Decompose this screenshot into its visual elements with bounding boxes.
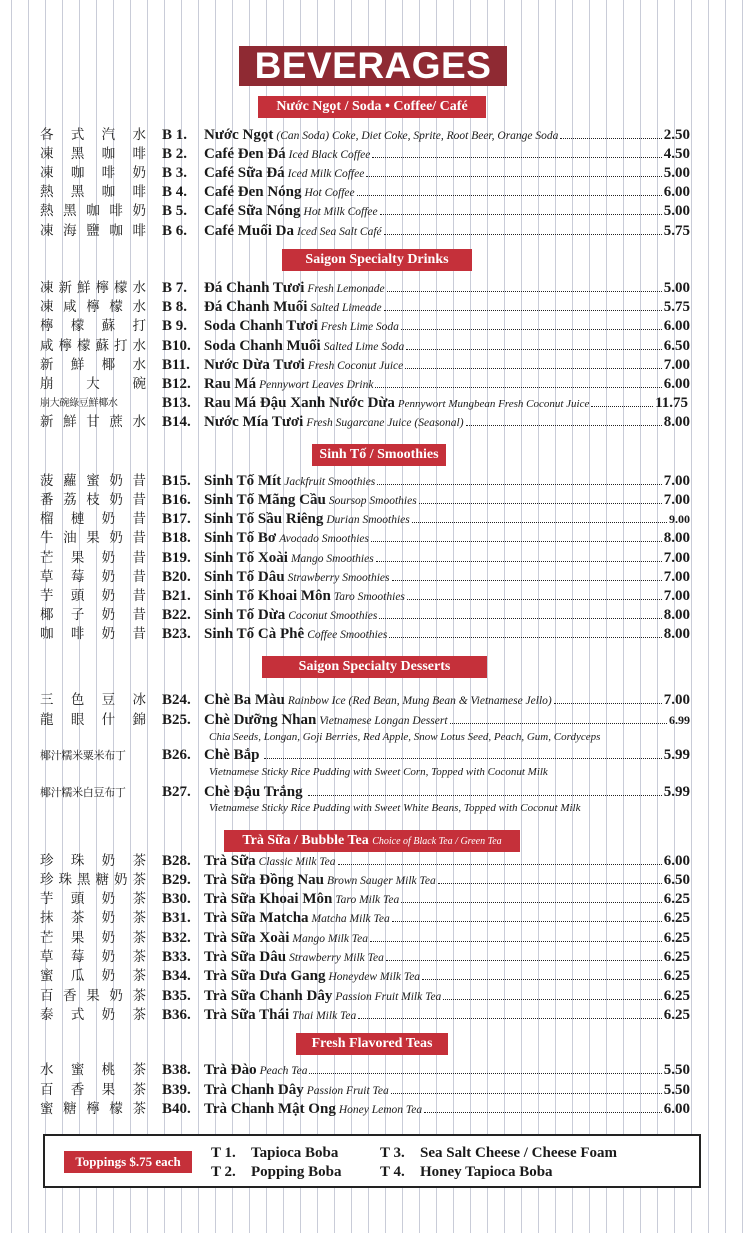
item-name: Soda Chanh Tươi [204,318,318,334]
item-chinese-name: 芒果奶茶 [40,930,146,946]
dot-leader [591,406,653,407]
dot-leader [406,349,662,350]
item-name: Trà Sữa Xoài [204,930,290,946]
item-name: Sinh Tố Cà Phê [204,626,305,642]
item-price: 4.50 [663,146,690,162]
item-code: B33. [162,949,191,965]
item-name: Chè Dưỡng Nhan [204,712,317,728]
item-price: 6.00 [663,318,690,334]
menu-item [0,529,745,548]
item-chinese-name: 草莓奶茶 [40,949,146,965]
item-code: B35. [162,988,191,1004]
dot-leader [389,637,661,638]
menu-item [0,783,745,802]
menu-item [0,317,745,336]
item-chinese-name: 崩大碗綠豆鮮椰水 [40,398,118,409]
item-code: B23. [162,626,191,642]
item-name: Đá Chanh Tươi [204,280,305,296]
item-code: B27. [162,784,191,800]
item-code: B31. [162,910,191,926]
item-english: Durian Smoothies [326,514,410,526]
dot-leader [338,864,662,865]
item-chinese-name: 水蜜桃茶 [40,1062,146,1078]
item-price: 6.50 [663,338,690,354]
menu-title: BEVERAGES [239,46,507,86]
item-code: B 3. [162,165,188,181]
item-english: Hot Coffee [304,187,355,199]
dot-leader [376,561,662,562]
item-english: Matcha Milk Tea [311,913,390,925]
item-name: Trà Chanh Mật Ong [204,1101,336,1117]
item-code: B25. [162,712,191,728]
item-name: Trà Sữa Matcha [204,910,309,926]
item-price: 6.00 [663,1101,690,1117]
item-name: Sinh Tố Xoài [204,550,288,566]
item-chinese-name: 珍珠奶茶 [40,853,146,869]
dot-leader [407,599,662,600]
item-code: B24. [162,692,191,708]
item-price: 7.00 [663,692,690,708]
item-chinese-name: 百香果茶 [40,1082,146,1098]
toppings-label: Toppings $.75 each [64,1151,192,1173]
dot-leader [443,999,661,1000]
item-name: Rau Má [204,376,257,392]
topping-item [380,1164,553,1181]
item-name: Sinh Tố Bơ [204,530,277,546]
menu-item [0,987,745,1006]
dot-leader [366,176,661,177]
item-price: 6.25 [663,968,690,984]
dot-leader [450,723,667,724]
toppings-box [43,1134,701,1188]
item-code: B19. [162,550,191,566]
item-english: Iced Milk Coffee [287,168,365,180]
item-price: 5.75 [663,299,690,315]
item-subdescription: Vietnamese Sticky Rice Pudding with Sweet White Beans, Topped with Coconut Milk [209,802,581,814]
item-code: B40. [162,1101,191,1117]
item-code: B13. [162,395,191,411]
item-code: B 4. [162,184,188,200]
item-chinese-name: 抹茶奶茶 [40,910,146,926]
menu-item [0,222,745,241]
item-price: 7.00 [663,569,690,585]
section-header-bubble-tea [224,830,520,852]
item-english: Vietnamese Longan Dessert [319,715,448,727]
dot-leader [438,883,662,884]
item-subdescription: Chia Seeds, Longan, Goji Berries, Red Apple, Snow Lotus Seed, Peach, Gum, Cordyceps [209,731,601,743]
item-english: Jackfruit Smoothies [284,476,376,488]
item-price: 8.00 [663,530,690,546]
item-name: Café Muối Da [204,223,294,239]
item-english: Brown Sauger Milk Tea [327,875,436,887]
item-english: Coffee Smoothies [307,629,388,641]
item-name: Nước Dừa Tươi [204,357,305,373]
dot-leader [371,541,662,542]
topping-item [211,1164,341,1181]
menu-item [0,746,745,765]
item-chinese-name: 蜜糖檸檬茶 [40,1101,146,1117]
item-name: Sinh Tố Sầu Riêng [204,511,324,527]
item-name: Nước Mía Tươi [204,414,304,430]
dot-leader [375,387,661,388]
item-chinese-name: 凍新鮮檸檬水 [40,280,146,296]
dot-leader [422,979,662,980]
item-chinese-name: 崩大碗 [40,376,146,392]
item-english: Honey Lemon Tea [338,1104,423,1116]
dot-leader [377,484,661,485]
menu-item [0,472,745,491]
dot-leader [380,214,662,215]
item-price: 5.75 [663,223,690,239]
item-english: Iced Black Coffee [288,149,371,161]
dot-leader [405,368,662,369]
item-name: Đá Chanh Muối [204,299,308,315]
topping-code: T 4. [380,1164,405,1180]
item-code: B14. [162,414,191,430]
dot-leader [560,138,661,139]
item-chinese-name: 椰汁糯米白豆布丁 [40,786,126,799]
item-name: Trà Sữa [204,853,256,869]
item-chinese-name: 咸檸檬蘇打水 [40,338,146,354]
dot-leader [419,503,662,504]
section-header-label: Trà Sữa / Bubble Tea [242,833,369,848]
item-price: 5.00 [663,165,690,181]
item-code: B39. [162,1082,191,1098]
dot-leader [308,795,662,796]
item-price: 8.00 [663,626,690,642]
item-name: Sinh Tố Dâu [204,569,285,585]
item-code: B20. [162,569,191,585]
item-chinese-name: 芋頭奶昔 [40,588,146,604]
item-english: Strawberry Milk Tea [289,952,384,964]
menu-item [0,890,745,909]
item-chinese-name: 草莓奶昔 [40,569,146,585]
dot-leader [392,921,662,922]
item-code: B17. [162,511,191,527]
item-chinese-name: 蜜瓜奶茶 [40,968,146,984]
menu-item [0,1061,745,1080]
item-english: Hot Milk Coffee [303,206,378,218]
item-chinese-name: 泰式奶茶 [40,1007,146,1023]
item-code: B 5. [162,203,188,219]
item-english: Pennywort Leaves Drink [259,379,374,391]
item-name: Trà Sữa Dưa Gang [204,968,326,984]
item-chinese-name: 新鮮椰水 [40,357,146,373]
item-price: 11.75 [655,395,688,411]
topping-name: Tapioca Boba [251,1145,339,1161]
item-code: B 1. [162,127,188,143]
dot-leader [554,703,662,704]
item-code: B34. [162,968,191,984]
item-english: Peach Tea [259,1065,308,1077]
item-code: B 2. [162,146,188,162]
topping-name: Popping Boba [251,1164,342,1180]
item-english: Soursop Smoothies [328,495,417,507]
item-subdescription: Vietnamese Sticky Rice Pudding with Sweet Corn, Topped with Coconut Milk [209,766,548,778]
dot-leader [357,195,662,196]
item-code: B26. [162,747,191,763]
menu-item [0,606,745,625]
menu-item [0,356,745,375]
item-code: B 7. [162,280,188,296]
section-header-desserts: Saigon Specialty Desserts [262,656,487,678]
menu-item [0,183,745,202]
item-chinese-name: 榴槤奶昔 [40,511,146,527]
item-code: B38. [162,1062,191,1078]
item-name: Chè Đậu Trắng [204,784,303,800]
menu-item [0,948,745,967]
item-chinese-name: 百香果奶茶 [40,988,146,1004]
topping-item [380,1145,617,1162]
item-code: B10. [162,338,191,354]
item-english: Strawberry Smoothies [287,572,390,584]
item-english: Passion Fruit Milk Tea [335,991,442,1003]
menu-item [0,568,745,587]
item-chinese-name: 牛油果奶昔 [40,530,146,546]
item-english: Fresh Lime Soda [320,321,399,333]
item-english: Honeydew Milk Tea [328,971,421,983]
item-name: Trà Đào [204,1062,257,1078]
section-header-note: Choice of Black Tea / Green Tea [372,836,502,847]
item-name: Sinh Tố Khoai Môn [204,588,331,604]
item-code: B30. [162,891,191,907]
item-name: Café Sữa Nóng [204,203,301,219]
item-code: B11. [162,357,190,373]
item-chinese-name: 檸檬蘇打 [40,318,146,334]
item-name: Sinh Tố Mãng Cầu [204,492,326,508]
menu-item [0,298,745,317]
dot-leader [384,310,662,311]
dot-leader [392,580,662,581]
dot-leader [358,1018,662,1019]
item-price: 5.50 [663,1062,690,1078]
dot-leader [466,425,662,426]
menu-item [0,625,745,644]
item-english: Iced Sea Salt Café [297,226,382,238]
menu-item [0,1100,745,1119]
item-chinese-name: 三色豆冰 [40,692,146,708]
item-chinese-name: 菠蘿蜜奶昔 [40,473,146,489]
item-chinese-name: 咖啡奶昔 [40,626,146,642]
item-name: Trà Sữa Thái [204,1007,290,1023]
item-english: Fresh Sugarcane Juice (Seasonal) [306,417,464,429]
item-price: 6.00 [663,853,690,869]
item-name: Trà Chanh Dây [204,1082,304,1098]
item-price: 7.00 [663,588,690,604]
item-price: 7.00 [663,550,690,566]
topping-code: T 2. [211,1164,236,1180]
item-code: B15. [162,473,191,489]
dot-leader [372,157,661,158]
menu-item [0,852,745,871]
item-code: B29. [162,872,191,888]
item-price: 6.25 [663,1007,690,1023]
topping-name: Sea Salt Cheese / Cheese Foam [420,1145,618,1161]
item-name: Trà Sữa Dâu [204,949,287,965]
menu-item [0,279,745,298]
item-price: 5.50 [663,1082,690,1098]
item-price: 6.50 [663,872,690,888]
item-price: 6.25 [663,910,690,926]
item-english: Coconut Smoothies [288,610,378,622]
item-english: Passion Fruit Tea [306,1085,389,1097]
item-code: B32. [162,930,191,946]
item-price: 7.00 [663,473,690,489]
item-code: B28. [162,853,191,869]
item-chinese-name: 各式汽水 [40,127,146,143]
menu-item [0,510,745,529]
item-price: 9.00 [669,512,690,526]
dot-leader [412,522,667,523]
menu-item [0,375,745,394]
dot-leader [424,1112,662,1113]
dot-leader [401,329,662,330]
section-header-soda-coffee: Nước Ngọt / Soda • Coffee/ Café [258,96,486,118]
item-chinese-name: 凍黑咖啡 [40,146,146,162]
item-chinese-name: 龍眼什錦 [40,712,146,728]
dot-leader [264,758,661,759]
section-header-specialty-drinks: Saigon Specialty Drinks [282,249,472,271]
menu-item [0,909,745,928]
item-code: B22. [162,607,191,623]
menu-item [0,587,745,606]
menu-item [0,711,745,730]
item-name: Trà Sữa Khoai Môn [204,891,333,907]
dot-leader [309,1073,661,1074]
dot-leader [387,291,662,292]
menu-item [0,1081,745,1100]
item-chinese-name: 凍海鹽咖啡 [40,223,146,239]
item-name: Chè Ba Màu [204,692,285,708]
item-price: 6.00 [663,184,690,200]
item-english: Taro Smoothies [333,591,405,603]
item-english: Salted Limeade [310,302,382,314]
item-price: 6.25 [663,891,690,907]
item-chinese-name: 椰子奶昔 [40,607,146,623]
item-name: Chè Bắp [204,747,260,763]
menu-item [0,145,745,164]
dot-leader [386,960,662,961]
item-price: 7.00 [663,357,690,373]
item-code: B16. [162,492,191,508]
menu-item [0,126,745,145]
item-chinese-name: 新鮮甘蔗水 [40,414,146,430]
item-name: Soda Chanh Muối [204,338,321,354]
topping-code: T 3. [380,1145,405,1161]
item-english: Pennywort Mungbean Fresh Coconut Juice [397,398,590,410]
item-price: 6.25 [663,949,690,965]
dot-leader [391,1093,662,1094]
topping-name: Honey Tapioca Boba [420,1164,553,1180]
item-name: Café Đen Đá [204,146,286,162]
item-chinese-name: 凍咖啡奶 [40,165,146,181]
item-price: 2.50 [663,127,690,143]
item-name: Rau Má Đậu Xanh Nước Dừa [204,395,395,411]
item-chinese-name: 熱黑咖啡 [40,184,146,200]
item-price: 5.00 [663,280,690,296]
item-code: B21. [162,588,191,604]
dot-leader [384,234,662,235]
item-name: Trà Sữa Chanh Dây [204,988,333,1004]
item-name: Sinh Tố Dừa [204,607,286,623]
item-price: 5.99 [663,784,690,800]
section-header-fresh-teas: Fresh Flavored Teas [296,1033,448,1055]
item-code: B36. [162,1007,191,1023]
dot-leader [370,941,662,942]
menu-item [0,394,745,413]
item-price: 7.00 [663,492,690,508]
menu-item [0,164,745,183]
item-code: B 8. [162,299,188,315]
item-code: B18. [162,530,191,546]
dot-leader [379,618,661,619]
item-chinese-name: 珍珠黑糖奶茶 [40,872,146,888]
item-english: Mango Smoothies [290,553,374,565]
menu-item [0,929,745,948]
menu-item [0,967,745,986]
item-chinese-name: 熱黑咖啡奶 [40,203,146,219]
item-english: Fresh Lemonade [307,283,385,295]
item-name: Nước Ngọt [204,127,274,143]
item-name: Café Đen Nóng [204,184,302,200]
item-english: Salted Lime Soda [323,341,405,353]
item-price: 6.99 [669,713,690,727]
item-chinese-name: 芒果奶昔 [40,550,146,566]
item-price: 6.25 [663,988,690,1004]
item-english: Mango Milk Tea [292,933,369,945]
menu-item [0,491,745,510]
item-english: Thai Milk Tea [292,1010,357,1022]
menu-item [0,337,745,356]
item-chinese-name: 番荔枝奶昔 [40,492,146,508]
item-english: Rainbow Ice (Red Bean, Mung Bean & Vietnamese Jello) [287,695,552,707]
menu-item [0,1006,745,1025]
item-price: 6.25 [663,930,690,946]
item-name: Trà Sữa Đồng Nau [204,872,324,888]
item-chinese-name: 芋頭奶茶 [40,891,146,907]
item-english: Taro Milk Tea [335,894,400,906]
item-english: Avocado Smoothies [279,533,369,545]
topping-code: T 1. [211,1145,236,1161]
item-price: 8.00 [663,607,690,623]
item-code: B12. [162,376,191,392]
item-price: 8.00 [663,414,690,430]
topping-item [211,1145,338,1162]
item-price: 5.99 [663,747,690,763]
item-chinese-name: 椰汁糯米粟米布丁 [40,749,126,762]
item-code: B 6. [162,223,188,239]
menu-item [0,202,745,221]
menu-item [0,691,745,710]
item-english: (Can Soda) Coke, Diet Coke, Sprite, Root Beer, Orange Soda [276,130,559,142]
item-english: Classic Milk Tea [258,856,336,868]
menu-item [0,549,745,568]
item-price: 6.00 [663,376,690,392]
item-code: B 9. [162,318,188,334]
menu-item [0,871,745,890]
section-header-smoothies: Sinh Tố / Smoothies [312,444,446,466]
item-name: Café Sữa Đá [204,165,285,181]
dot-leader [401,902,662,903]
item-name: Sinh Tố Mít [204,473,282,489]
item-chinese-name: 凍咸檸檬水 [40,299,146,315]
item-price: 5.00 [663,203,690,219]
item-english: Fresh Coconut Juice [307,360,404,372]
menu-item [0,413,745,432]
